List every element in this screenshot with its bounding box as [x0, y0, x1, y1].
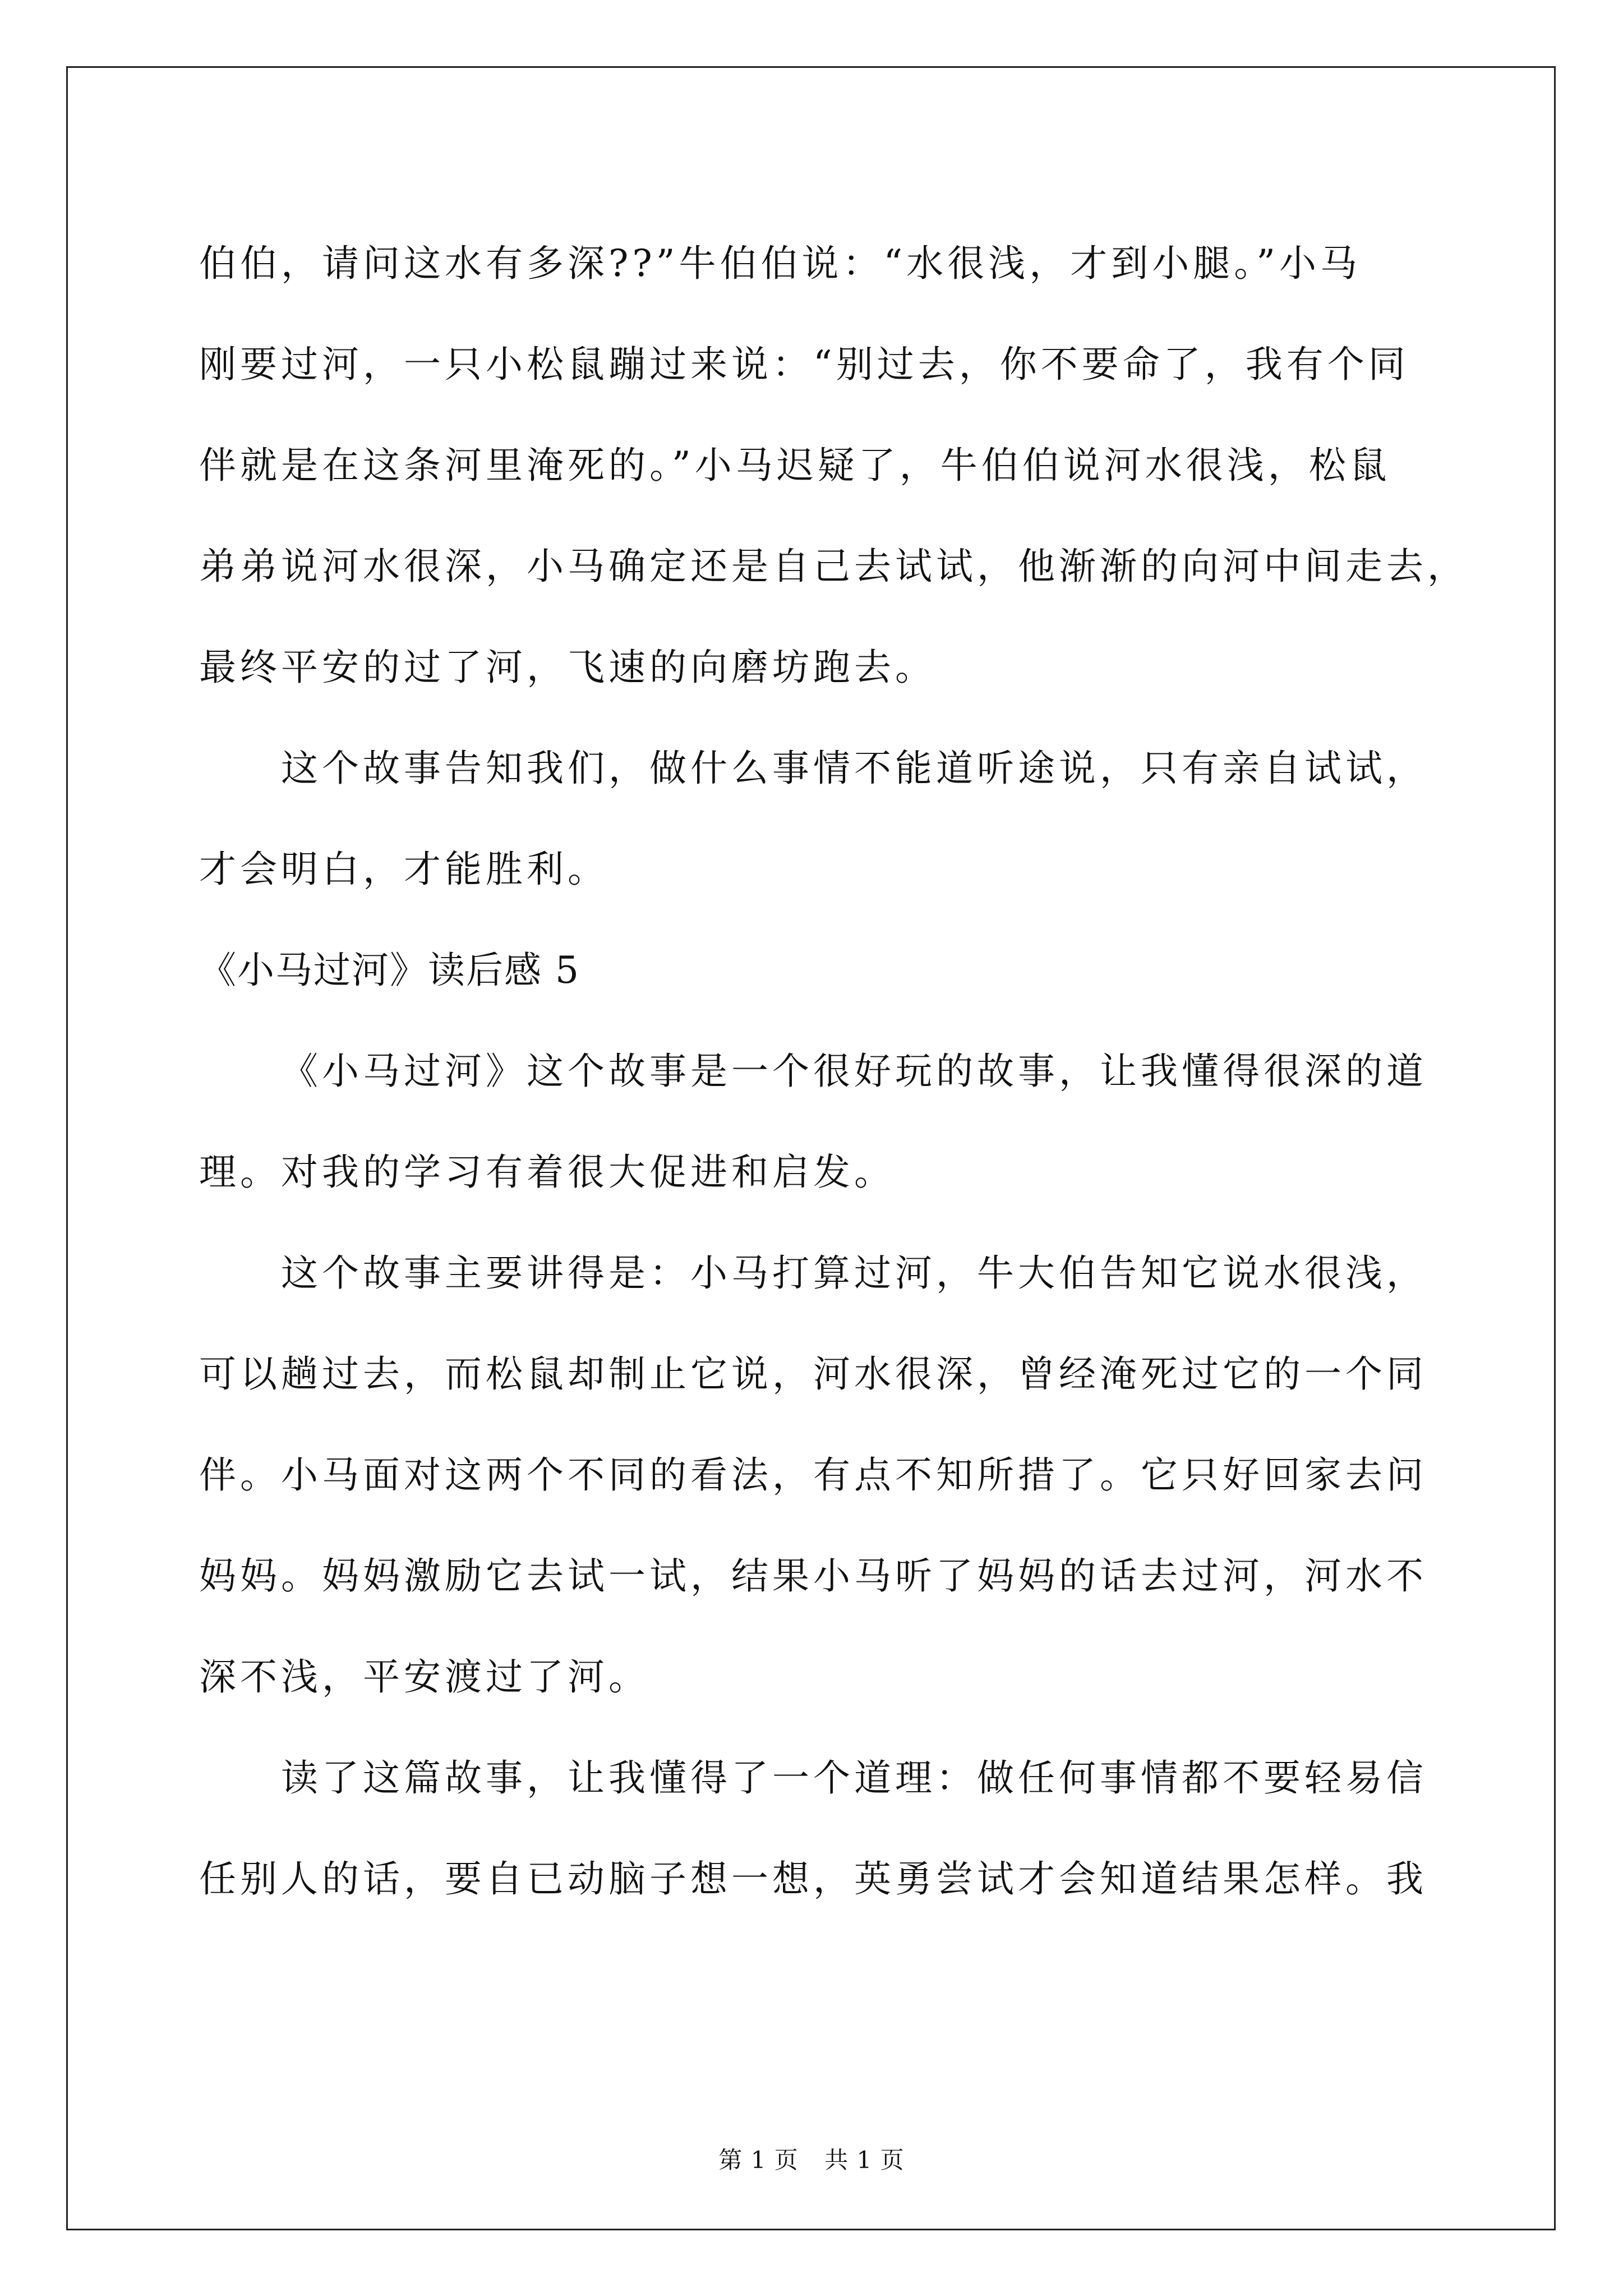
- section-heading: 《小马过河》读后感 5: [199, 949, 580, 992]
- text-line: 《小马过河》这个故事是一个很好玩的故事，让我懂得很深的道: [281, 1050, 1427, 1093]
- text-line: 妈妈。妈妈激励它去试一试，结果小马听了妈妈的话去过河，河水不: [199, 1554, 1427, 1598]
- text-line: 这个故事主要讲得是：小马打算过河，牛大伯告知它说水很浅，: [281, 1251, 1427, 1295]
- text-line: 伯伯，请问这水有多深??”牛伯伯说：“水很浅，才到小腿。”小马: [199, 242, 1361, 285]
- text-line: 理。对我的学习有着很大促进和启发。: [199, 1151, 895, 1194]
- text-line: 最终平安的过了河，飞速的向磨坊跑去。: [199, 646, 936, 689]
- text-line: 伴。小马面对这两个不同的看法，有点不知所措了。它只好回家去问: [199, 1453, 1427, 1497]
- text-line: 可以趟过去，而松鼠却制止它说，河水很深，曾经淹死过它的一个同: [199, 1352, 1427, 1396]
- page-footer: [0, 2142, 1623, 2175]
- text-line: 这个故事告知我们，做什么事情不能道听途说，只有亲自试试，: [281, 747, 1427, 790]
- document-body: [199, 213, 1468, 1930]
- text-line: 才会明白，才能胜利。: [199, 848, 608, 891]
- text-line: 任别人的话，要自已动脑子想一想，英勇尝试才会知道结果怎样。我: [199, 1857, 1427, 1901]
- text-line: 刚要过河，一只小松鼠蹦过来说：“别过去，你不要命了，我有个同: [199, 343, 1409, 386]
- text-line: 弟弟说河水很深，小马确定还是自己去试试，他渐渐的向河中间走去，: [199, 545, 1468, 588]
- text-line: 读了这篇故事，让我懂得了一个道理：做任何事情都不要轻易信: [281, 1756, 1427, 1800]
- page-number: 第 1 页: [718, 2146, 799, 2174]
- text-line: 伴就是在这条河里淹死的。”小马迟疑了，牛伯伯说河水很浅，松鼠: [199, 444, 1391, 487]
- page-total: 共 1 页: [824, 2146, 905, 2174]
- text-line: 深不浅，平安渡过了河。: [199, 1655, 649, 1699]
